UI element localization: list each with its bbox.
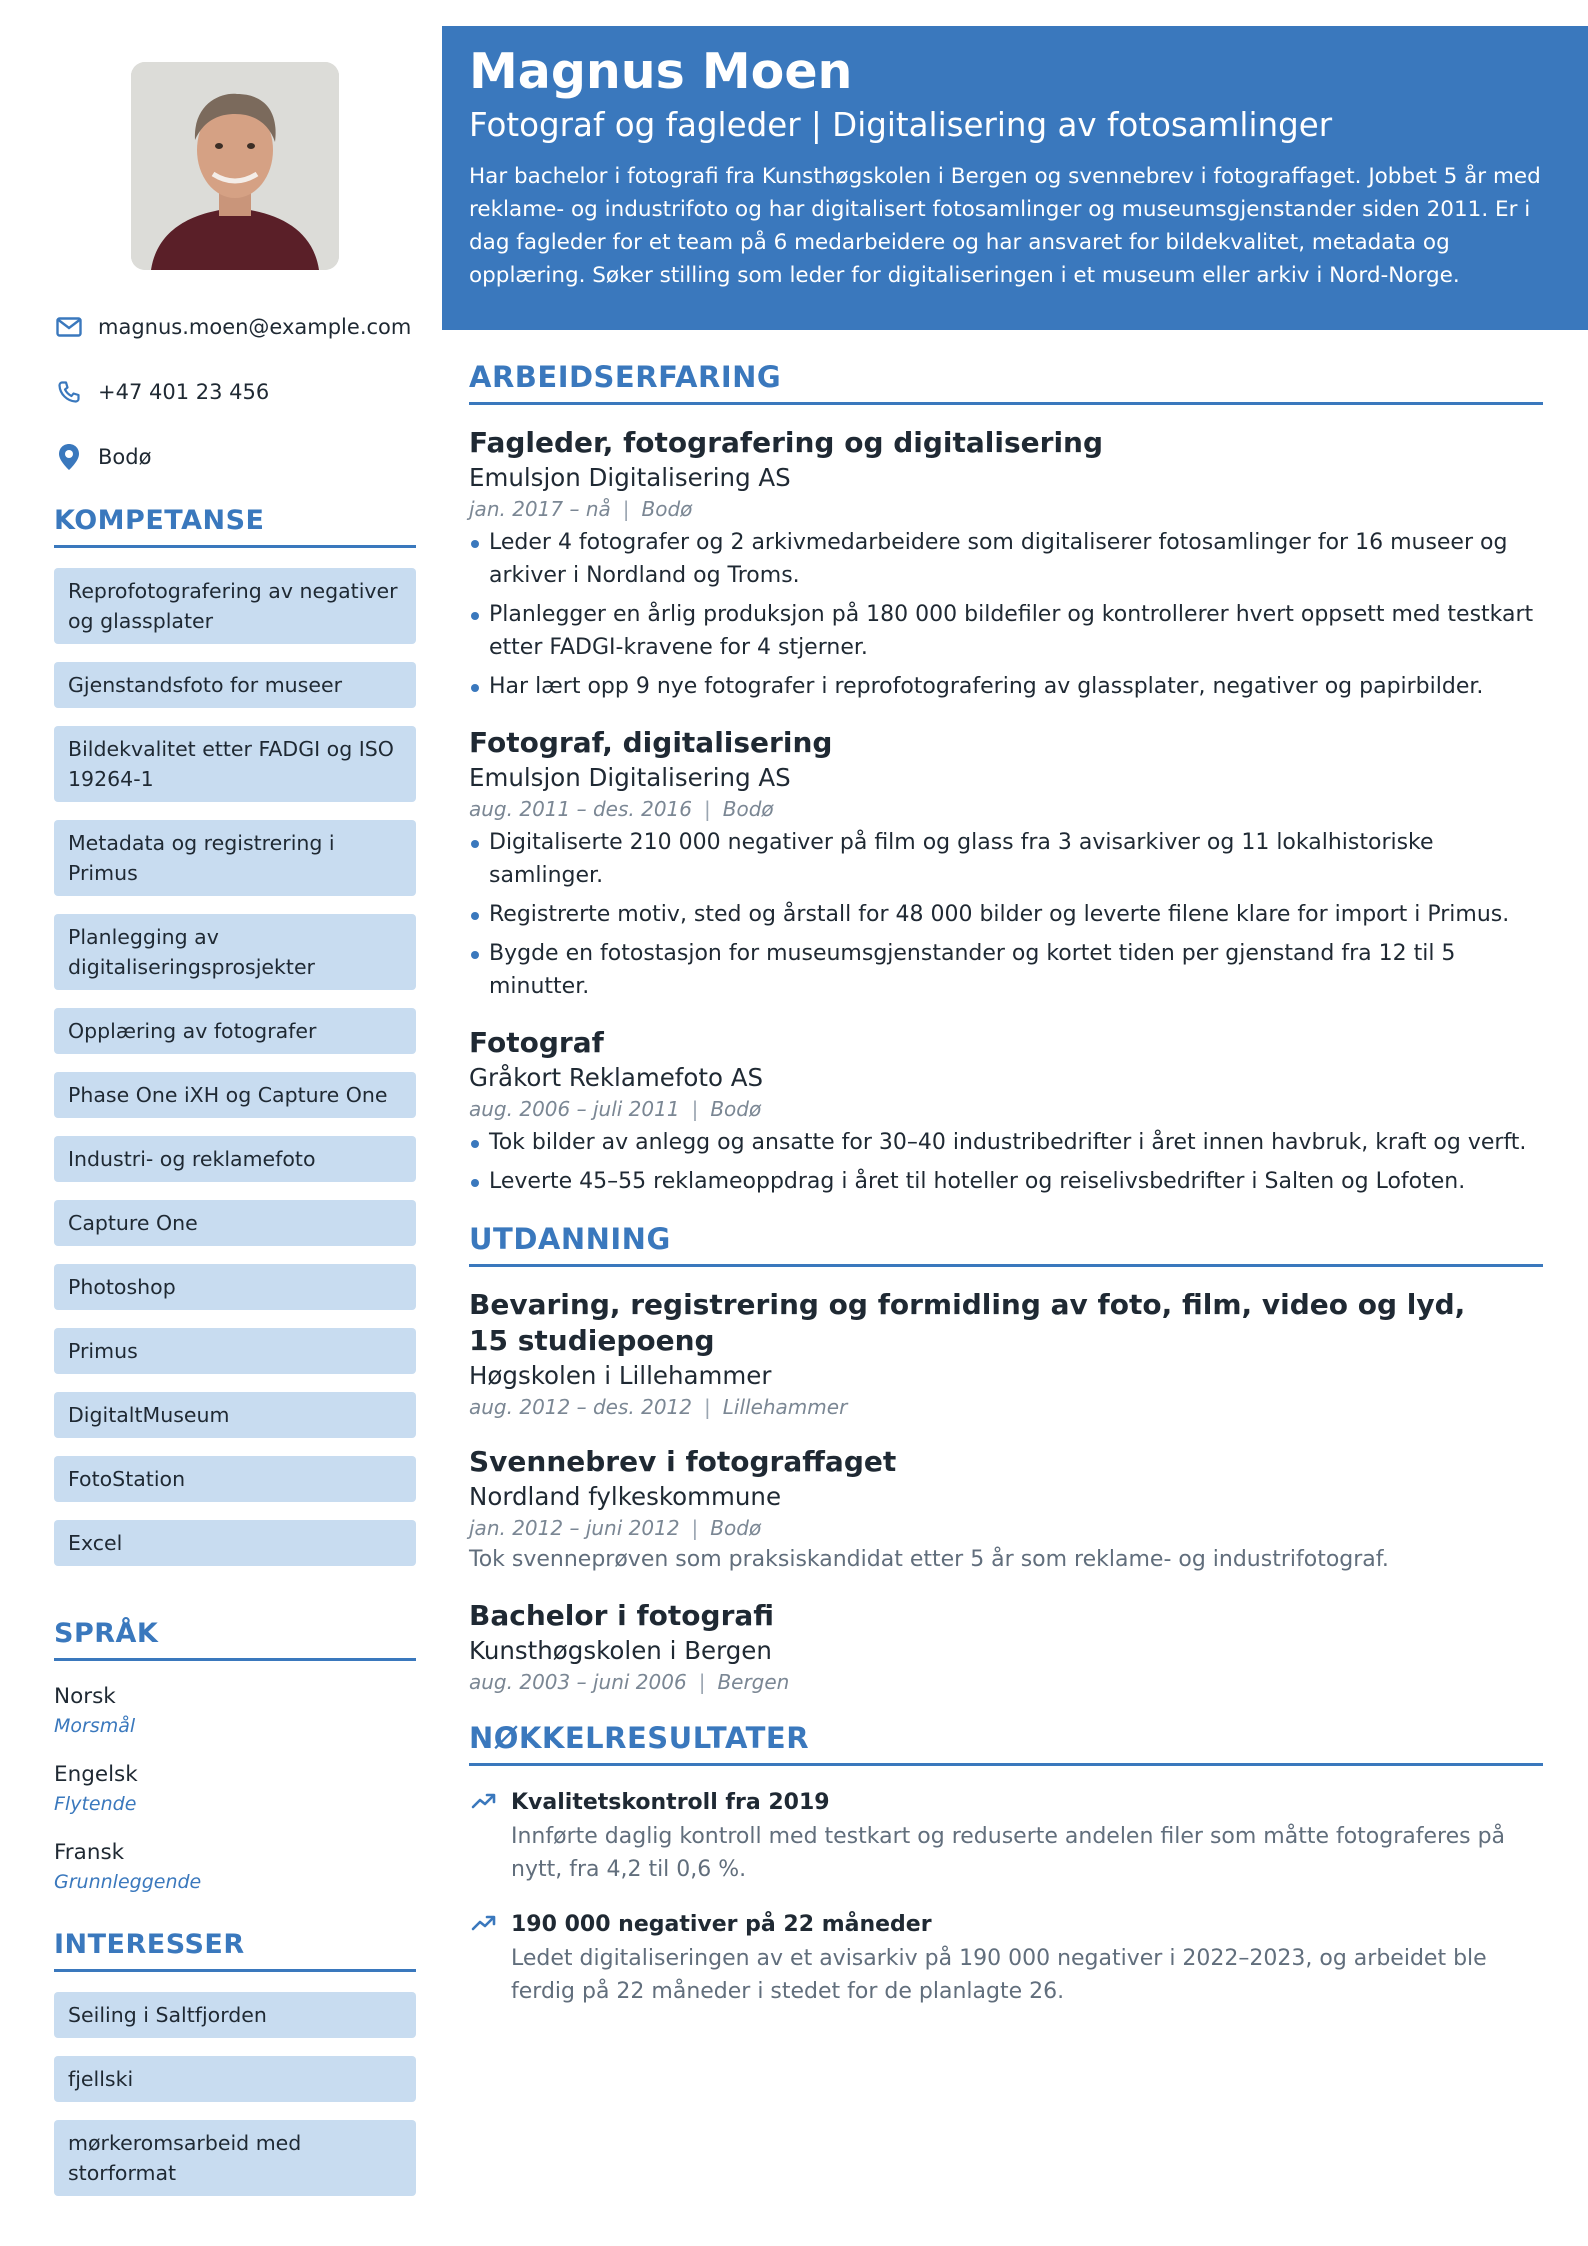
achievement-bullet: Leder 4 fotografer og 2 arkivmedarbeidere som digitaliserer fotosamlinger for 16 museer og arkiver i Nordland og Troms. [469, 526, 1543, 592]
entry-dates: aug. 2003 – juni 2006 [469, 1670, 687, 1694]
interest-chip: mørkeromsarbeid med storformat [54, 2120, 416, 2196]
envelope-icon [54, 312, 84, 342]
languages-heading: SPRÅK [54, 1618, 416, 1661]
experience-entry [469, 725, 1543, 1003]
education-entry [469, 1444, 1543, 1576]
education-entry [469, 1287, 1543, 1422]
employer: Emulsjon Digitalisering AS [469, 463, 791, 492]
meta-separator: | [622, 497, 630, 521]
skill-chip: Metadata og registrering i Primus [54, 820, 416, 896]
experience-entry [469, 1025, 1543, 1198]
contact-email[interactable] [54, 310, 416, 344]
skill-chip: Gjenstandsfoto for museer [54, 662, 416, 708]
institution: Høgskolen i Lillehammer [469, 1361, 772, 1390]
entry-meta [469, 1392, 1543, 1422]
achievement-bullet: Planlegger en årlig produksjon på 180 000 bildefiler og kontrollerer hvert oppsett med testkart etter FADGI-kravene for 4 stjerner. [469, 598, 1543, 664]
education-heading: UTDANNING [469, 1222, 1543, 1267]
achievement-bullet: Tok bilder av anlegg og ansatte for 30–40 industribedrifter i året innen havbruk, kraft og verft. [469, 1126, 1543, 1159]
entry-meta [469, 1513, 1543, 1543]
header-banner [442, 26, 1588, 330]
education-list [469, 1287, 1543, 1697]
phone-text: +47 401 23 456 [98, 380, 270, 404]
trending-up-icon [471, 1786, 511, 1886]
entry-dates: jan. 2012 – juni 2012 [469, 1516, 680, 1540]
meta-separator: | [691, 1097, 699, 1121]
employer: Gråkort Reklamefoto AS [469, 1063, 764, 1092]
interest-chip: fjellski [54, 2056, 416, 2102]
phone-icon [54, 377, 84, 407]
skill-chip: Phase One iXH og Capture One [54, 1072, 416, 1118]
employer: Emulsjon Digitalisering AS [469, 763, 791, 792]
degree-title-line: Bevaring, registrering og formidling av foto, film, video og lyd, [469, 1288, 1466, 1321]
skill-chip: Planlegging av digitaliseringsprosjekter [54, 914, 416, 990]
language-item [54, 1759, 416, 1817]
result-title: 190 000 negativer på 22 måneder [511, 1912, 932, 1937]
language-level: Morsmål [54, 1715, 136, 1737]
entry-meta [469, 1667, 1543, 1697]
result-text [511, 1786, 1543, 1886]
achievement-bullet: Digitaliserte 210 000 negativer på film og glass fra 3 avisarkiver og 11 lokalhistoriske samlinger. [469, 826, 1543, 892]
entry-meta [469, 494, 1543, 524]
result-text [511, 1908, 1543, 2008]
profile-summary: Har bachelor i fotografi fra Kunsthøgskolen i Bergen og svennebrev i fotograffaget. Jobbet 5 år med reklame- og industrifoto og har digitalisert fotosamlinger og museumsgjenstander siden 2011. Er i dag fagleder for et team på 6 medarbeidere og har ansvaret for bildekvalitet, metadata og opplæring. Søker stilling som leder for digitaliseringen i et museum eller arkiv i Nord-Norge. [469, 164, 1541, 288]
contact-phone[interactable] [54, 375, 416, 409]
trending-up-icon [471, 1908, 511, 2008]
meta-separator: | [691, 1516, 699, 1540]
entry-place: Bodø [710, 1097, 762, 1121]
skills-section [54, 505, 416, 1584]
job-title: Fotograf [469, 1026, 604, 1059]
meta-separator: | [704, 1395, 711, 1419]
language-name: Engelsk [54, 1762, 138, 1787]
skill-chip: Capture One [54, 1200, 416, 1246]
entry-dates: aug. 2006 – juli 2011 [469, 1097, 680, 1121]
degree-title-line: 15 studiepoeng [469, 1324, 715, 1357]
languages-list [54, 1681, 416, 1895]
degree-title [469, 1287, 1543, 1359]
skill-chip: Primus [54, 1328, 416, 1374]
achievement-list [469, 826, 1543, 1003]
language-item [54, 1837, 416, 1895]
achievement-bullet: Bygde en fotostasjon for museumsgjenstander og kortet tiden per gjenstand fra 12 til 5 minutter. [469, 937, 1543, 1003]
language-name: Norsk [54, 1684, 116, 1709]
skill-chip: FotoStation [54, 1456, 416, 1502]
language-name: Fransk [54, 1840, 125, 1865]
skill-chip: Bildekvalitet etter FADGI og ISO 19264-1 [54, 726, 416, 802]
education-entry [469, 1598, 1543, 1697]
contact-location [54, 440, 416, 474]
achievement-bullet: Har lært opp 9 nye fotografer i reprofotografering av glassplater, negativer og papirbilder. [469, 670, 1543, 703]
degree-title-line: Svennebrev i fotograffaget [469, 1445, 897, 1478]
job-title: Fagleder, fotografering og digitalisering [469, 426, 1104, 459]
entry-meta [469, 1094, 1543, 1124]
entry-place: Bodø [710, 1516, 762, 1540]
entry-place: Bergen [717, 1670, 790, 1694]
experience-entry [469, 425, 1543, 703]
institution: Nordland fylkeskommune [469, 1482, 782, 1511]
entry-place: Bodø [722, 797, 774, 821]
profile-photo [131, 62, 339, 270]
skill-chip: Reprofotografering av negativer og glassplater [54, 568, 416, 644]
interests-heading: INTERESSER [54, 1929, 416, 1972]
skills-heading: KOMPETANSE [54, 505, 416, 548]
experience-section [469, 360, 1543, 1198]
language-level: Grunnleggende [54, 1871, 202, 1893]
language-item [54, 1681, 416, 1739]
experience-heading: ARBEIDSERFARING [469, 360, 1543, 405]
skill-chip: Photoshop [54, 1264, 416, 1310]
degree-title [469, 1598, 1543, 1634]
interests-list [54, 1992, 416, 2214]
result-item [469, 1786, 1543, 1886]
languages-section [54, 1618, 416, 1895]
result-description: Innførte daglig kontroll med testkart og reduserte andelen filer som måtte fotograferes på nytt, fra 4,2 til 0,6 %. [511, 1824, 1506, 1882]
main-content [469, 360, 1543, 2030]
degree-title-line: Bachelor i fotografi [469, 1599, 775, 1632]
entry-dates: aug. 2012 – des. 2012 [469, 1395, 692, 1419]
institution: Kunsthøgskolen i Bergen [469, 1636, 772, 1665]
achievement-bullet: Registrerte motiv, sted og årstall for 48 000 bilder og leverte filene klare for import i Primus. [469, 898, 1543, 931]
achievement-list [469, 526, 1543, 703]
meta-separator: | [698, 1670, 706, 1694]
skill-chip: Excel [54, 1520, 416, 1566]
skill-chip: DigitaltMuseum [54, 1392, 416, 1438]
results-section [469, 1721, 1543, 2008]
sidebar [54, 62, 416, 2214]
results-list [469, 1786, 1543, 2008]
language-level: Flytende [54, 1793, 137, 1815]
results-heading: NØKKELRESULTATER [469, 1721, 1543, 1766]
job-title: Fotograf, digitalisering [469, 726, 833, 759]
interests-section [54, 1929, 416, 2214]
experience-list [469, 425, 1543, 1198]
person-name: Magnus Moen [469, 43, 853, 100]
entry-place: Lillehammer [722, 1395, 848, 1419]
meta-separator: | [704, 797, 711, 821]
contact-list [54, 310, 416, 474]
skill-chip: Opplæring av fotografer [54, 1008, 416, 1054]
result-description: Ledet digitaliseringen av et avisarkiv på 190 000 negativer i 2022–2023, og arbeidet ble ferdig på 22 måneder i stedet for de planlagte 26. [511, 1946, 1487, 2004]
achievement-list [469, 1126, 1543, 1198]
education-section [469, 1222, 1543, 1697]
result-item [469, 1908, 1543, 2008]
skills-list [54, 568, 416, 1584]
entry-place: Bodø [641, 497, 693, 521]
entry-dates: jan. 2017 – nå [469, 497, 611, 521]
achievement-bullet: Leverte 45–55 reklameoppdrag i året til hoteller og reiselivsbedrifter i Salten og Lofoten. [469, 1165, 1543, 1198]
degree-title [469, 1444, 1543, 1480]
result-title: Kvalitetskontroll fra 2019 [511, 1790, 830, 1815]
location-text: Bodø [98, 445, 152, 469]
location-pin-icon [54, 442, 84, 472]
skill-chip: Industri- og reklamefoto [54, 1136, 416, 1182]
interest-chip: Seiling i Saltfjorden [54, 1992, 416, 2038]
entry-dates: aug. 2011 – des. 2016 [469, 797, 692, 821]
email-text: magnus.moen@example.com [98, 315, 412, 339]
education-description: Tok svenneprøven som praksiskandidat etter 5 år som reklame- og industrifotograf. [469, 1547, 1389, 1572]
person-title: Fotograf og fagleder | Digitalisering av fotosamlinger [469, 106, 1333, 144]
entry-meta [469, 794, 1543, 824]
